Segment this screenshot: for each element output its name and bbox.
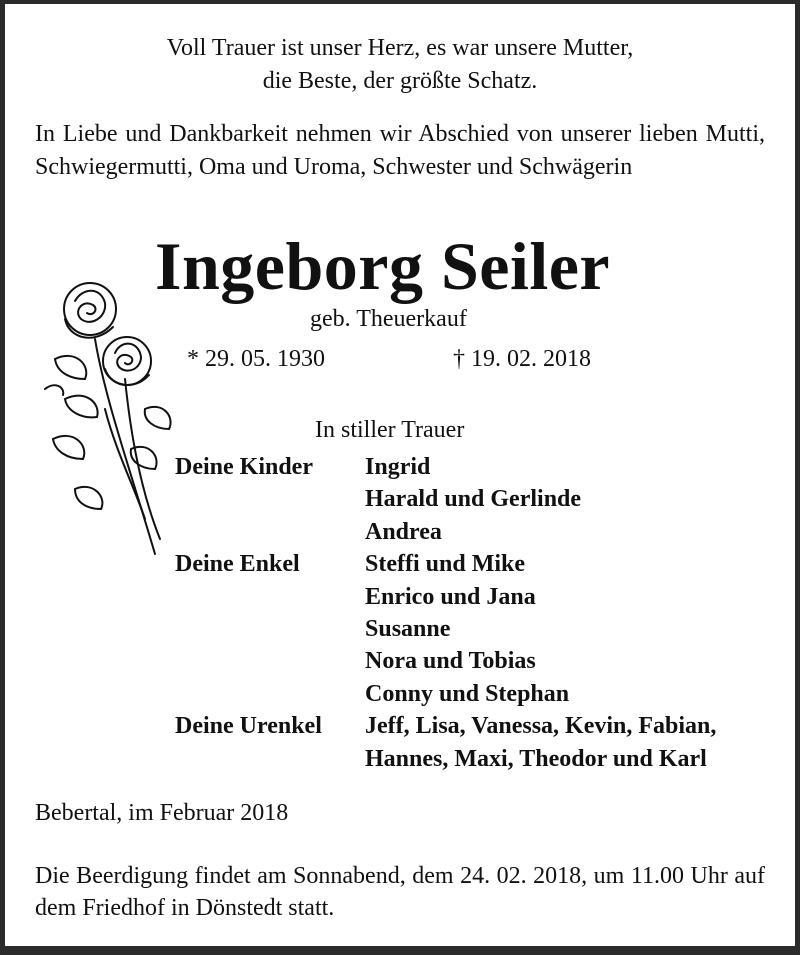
family-group-label: Deine Urenkel [175, 713, 322, 740]
family-member: Steffi und Mike [365, 551, 526, 578]
family-member: Conny und Stephan [365, 680, 570, 707]
obituary-notice [5, 4, 795, 946]
family-member: Harald und Gerlinde [365, 486, 582, 513]
funeral-info: Die Beerdigung findet am Sonnabend, dem 24. 02. 2018, um 11.00 Uhr auf dem Friedhof in Dönstedt statt. [35, 863, 765, 921]
family-member: Enrico und Jana [365, 583, 536, 610]
mourning-line: In stiller Trauer [315, 417, 465, 443]
place-date: Bebertal, im Februar 2018 [35, 800, 289, 826]
birth-date: * 29. 05. 1930 [187, 346, 325, 372]
family-member: Jeff, Lisa, Vanessa, Kevin, Fabian, [365, 713, 717, 740]
family-member: Susanne [365, 615, 451, 642]
family-member: Ingrid [365, 454, 431, 480]
deceased-name: Ingeborg Seiler [155, 228, 611, 304]
death-date: † 19. 02. 2018 [453, 346, 591, 372]
poem-line: die Beste, der größte Schatz. [262, 68, 538, 94]
intro-text: In Liebe und Dankbarkeit nehmen wir Abschied von unserer lieben Mutti, Schwiegermutti, Oma und Uroma, Schwester und Schwägerin [35, 121, 765, 180]
poem-line: Voll Trauer ist unser Herz, es war unsere Mutter, [166, 35, 634, 61]
maiden-name: geb. Theuerkauf [310, 306, 467, 332]
family-member: Andrea [365, 518, 442, 545]
poem [5, 32, 795, 98]
family-member: Nora und Tobias [365, 648, 536, 675]
roses-illustration [35, 269, 175, 559]
family-member: Hannes, Maxi, Theodor und Karl [365, 745, 707, 772]
family-group-label: Deine Kinder [175, 454, 313, 480]
family-group-label: Deine Enkel [175, 551, 300, 578]
